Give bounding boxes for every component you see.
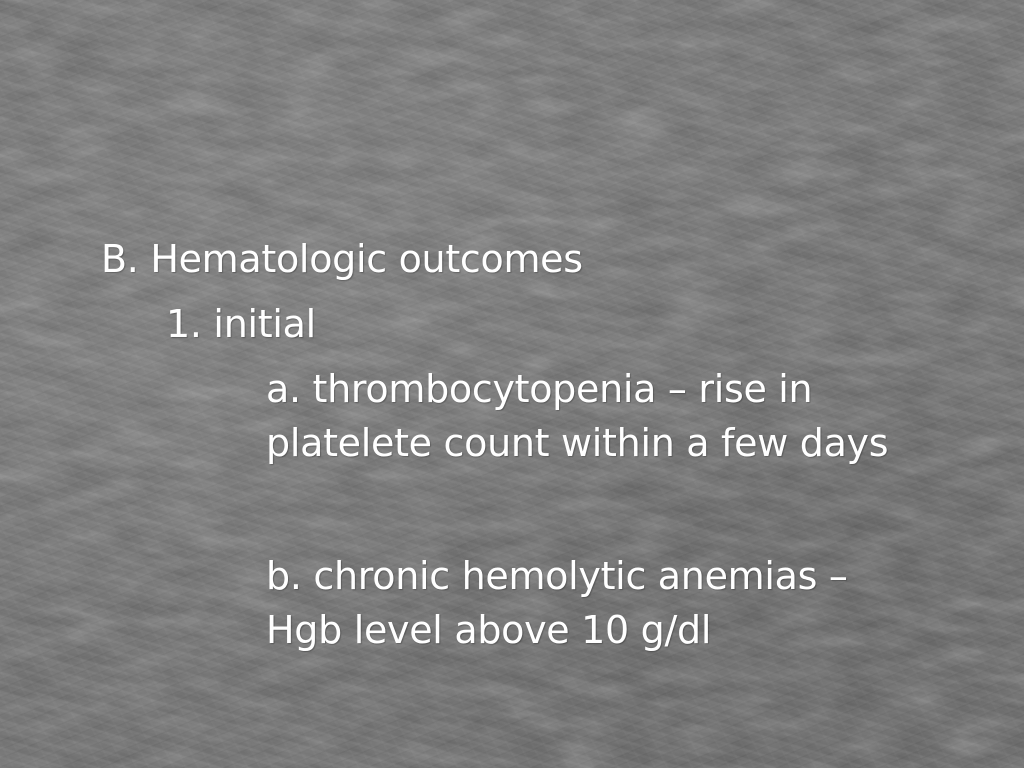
outcome-item-line: Hgb level above 10 g/dl	[266, 608, 712, 652]
outcome-item-hemolytic-anemias	[266, 549, 848, 657]
outcome-item-line: a. thrombocytopenia – rise in	[266, 367, 813, 411]
outcome-item-line: platelete count within a few days	[266, 421, 889, 465]
subsection-heading: 1. initial	[166, 302, 316, 346]
outcome-item-thrombocytopenia	[266, 362, 888, 470]
section-heading: B. Hematologic outcomes	[101, 237, 583, 281]
outcome-item-line: b. chronic hemolytic anemias –	[266, 554, 848, 598]
